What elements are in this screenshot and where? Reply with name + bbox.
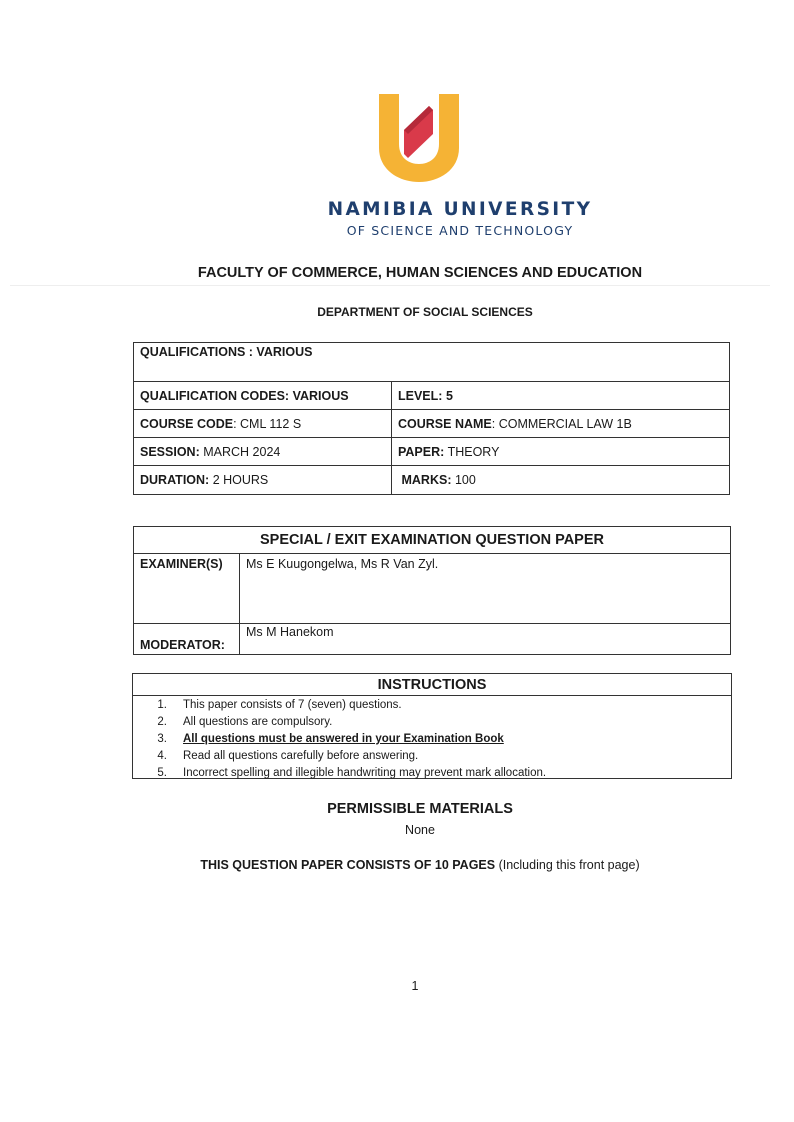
university-subtitle: OF SCIENCE AND TECHNOLOGY (346, 223, 574, 238)
instruction-item: 5. Incorrect spelling and illegible handwriting may prevent mark allocation. (157, 767, 547, 779)
qualification-codes-cell: QUALIFICATION CODES: VARIOUS (134, 382, 392, 410)
instructions-box (132, 673, 732, 779)
page-count-bold: THIS QUESTION PAPER CONSISTS OF 10 PAGES (200, 858, 496, 872)
instruction-item: 4. Read all questions carefully before answering. (157, 750, 419, 762)
marks-cell: MARKS: 100 (392, 466, 730, 495)
department-heading: DEPARTMENT OF SOCIAL SCIENCES (317, 305, 533, 319)
instructions-list (133, 696, 731, 782)
instruction-item: 3. All questions must be answered in your Examination Book (157, 733, 504, 745)
instructions-title: INSTRUCTIONS (133, 674, 731, 696)
qualifications-cell: QUALIFICATIONS : VARIOUS (134, 343, 730, 382)
page-count-rest: (Including this front page) (495, 858, 640, 872)
university-name: NAMIBIA UNIVERSITY (327, 199, 593, 220)
instruction-item: 1. This paper consists of 7 (seven) questions. (157, 699, 402, 711)
examination-table (133, 526, 731, 655)
scan-artifact-line (10, 285, 770, 286)
moderator-value: Ms M Hanekom (240, 624, 731, 655)
course-name-cell: COURSE NAME: COMMERCIAL LAW 1B (392, 410, 730, 438)
moderator-label: MODERATOR: (134, 624, 240, 655)
course-code-cell: COURSE CODE: CML 112 S (134, 410, 392, 438)
examiner-label: EXAMINER(S) (134, 554, 240, 624)
permissible-materials-value: None (405, 823, 435, 837)
examiner-value: Ms E Kuugongelwa, Ms R Van Zyl. (240, 554, 731, 624)
permissible-materials-title: PERMISSIBLE MATERIALS (327, 801, 513, 817)
session-cell: SESSION: MARCH 2024 (134, 438, 392, 466)
instruction-item: 2. All questions are compulsory. (157, 716, 333, 728)
page-count-note (120, 858, 720, 872)
university-logo (377, 92, 461, 184)
faculty-heading: FACULTY OF COMMERCE, HUMAN SCIENCES AND EDUCATION (197, 265, 643, 281)
level-cell: LEVEL: 5 (392, 382, 730, 410)
paper-cell: PAPER: THEORY (392, 438, 730, 466)
page-number: 1 (411, 979, 419, 993)
duration-cell: DURATION: 2 HOURS (134, 466, 392, 495)
course-info-table (133, 342, 730, 495)
exam-title: SPECIAL / EXIT EXAMINATION QUESTION PAPER (134, 527, 731, 554)
